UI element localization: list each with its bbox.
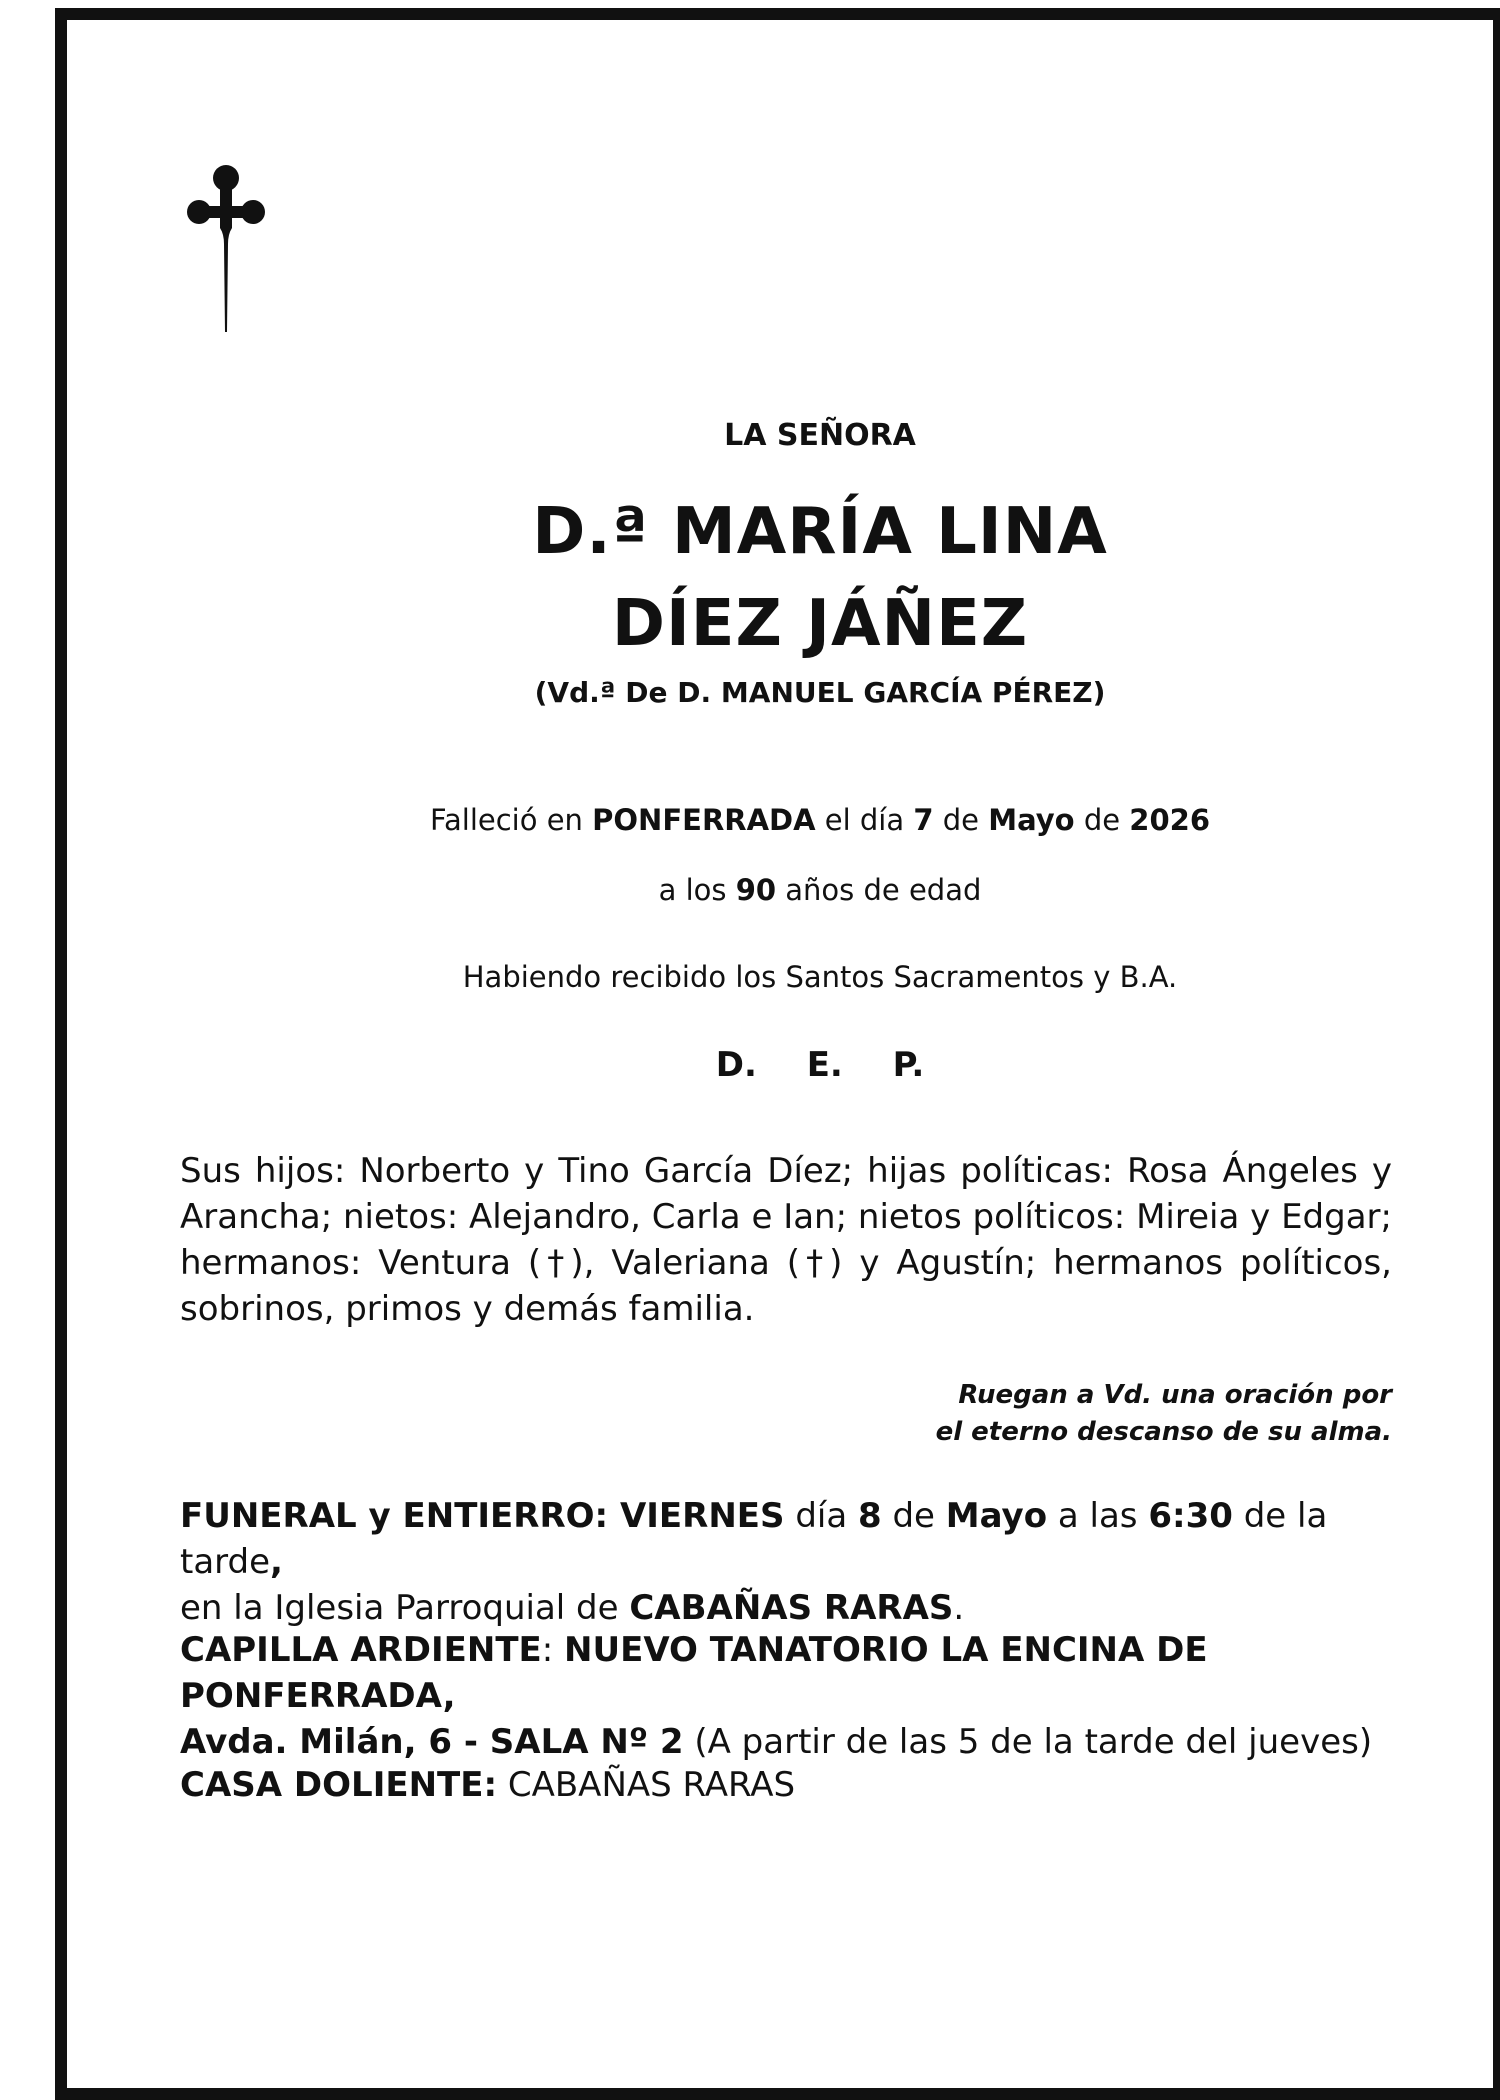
family-paragraph: Sus hijos: Norberto y Tino García Díez; hijas políticas: Rosa Ángeles y Arancha; nietos: Alejandro, Carla e Ian; nietos políticos: Mireia y Edgar; hermanos: Ventura (†), Valeriana (†) y Agustín; hermanos políticos, sobrinos, primos y demás familia. xyxy=(180,1151,1392,1329)
cross-icon xyxy=(186,164,266,334)
dep-line: D. E. P. xyxy=(715,1045,925,1085)
chapel-info: CAPILLA ARDIENTE: NUEVO TANATORIO LA ENCINA DE PONFERRADA, Avda. Milán, 6 - SALA Nº 2 (A partir de las 5 de la tarde del jueves) xyxy=(180,1630,1373,1762)
age-info: a los 90 años de edad xyxy=(658,873,982,907)
title-line: LA SEÑORA xyxy=(724,418,916,453)
prayer-request xyxy=(700,1377,1392,1451)
widow-of-line: (Vd.ª De D. MANUEL GARCÍA PÉREZ) xyxy=(534,676,1106,709)
death-info: Falleció en PONFERRADA el día 7 de Mayo de 2026 xyxy=(429,803,1211,837)
funeral-info: FUNERAL y ENTIERRO: VIERNES día 8 de Mayo a las 6:30 de la tarde, en la Iglesia Parroquial de CABAÑAS RARAS. xyxy=(180,1496,1328,1628)
deceased-name-line2: DÍEZ JÁÑEZ xyxy=(611,587,1029,661)
mourning-house-info: CASA DOLIENTE: CABAÑAS RARAS xyxy=(180,1765,796,1805)
deceased-name-line1: D.ª MARÍA LINA xyxy=(532,495,1108,569)
prayer-line-2: el eterno descanso de su alma. xyxy=(935,1417,1392,1447)
sacraments-line: Habiendo recibido los Santos Sacramentos y B.A. xyxy=(462,960,1178,994)
prayer-line-1: Ruegan a Vd. una oración por xyxy=(958,1380,1392,1410)
